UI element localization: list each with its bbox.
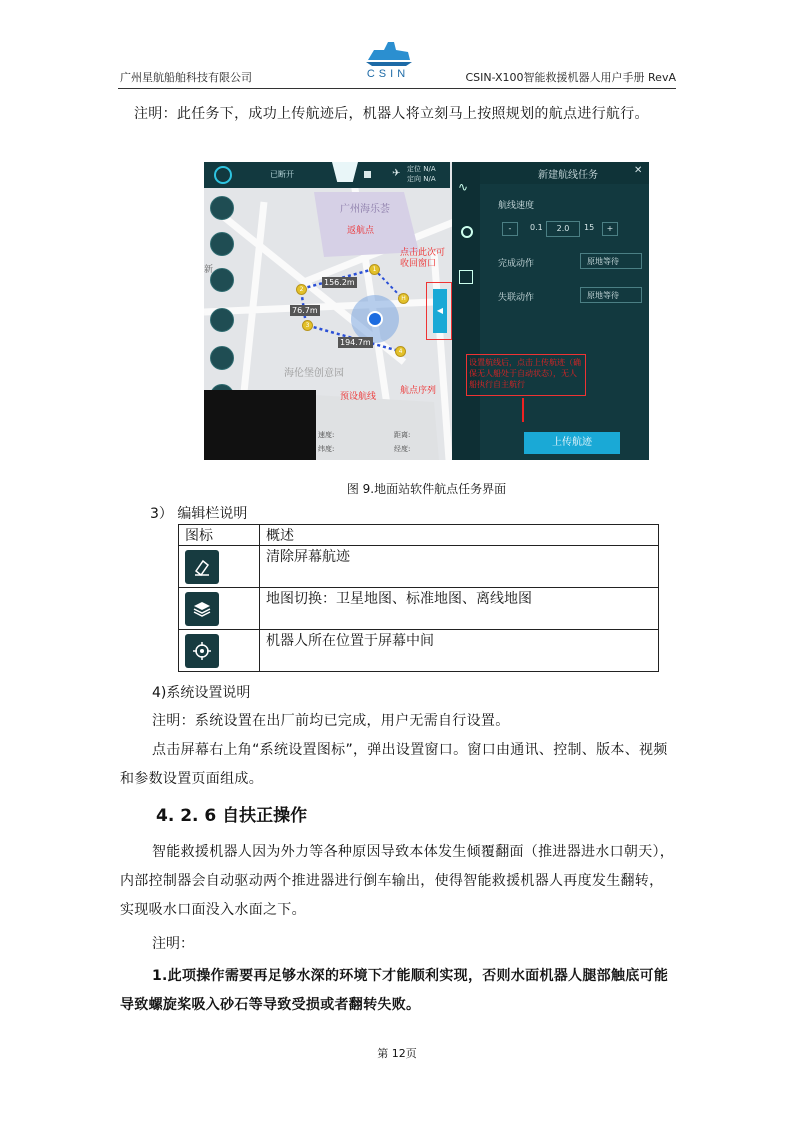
table-icon-cell	[179, 630, 260, 672]
distance-label: 194.7m	[340, 338, 371, 347]
header-doc-title: CSIN-X100智能救援机器人用户手册 RevA	[465, 71, 676, 84]
vehicle-icon[interactable]	[210, 346, 234, 370]
system-section-title: 4)系统设置说明	[152, 685, 251, 701]
waypoint-marker[interactable]: 2	[296, 284, 307, 295]
header-company: 广州星航船舶科技有限公司	[120, 71, 252, 84]
lost-action-label: 失联动作	[498, 293, 535, 303]
speed-input[interactable]: 2.0	[546, 221, 580, 237]
ground-station-screenshot	[204, 162, 649, 460]
table-header-cell: 图标	[179, 525, 260, 546]
table-header-row	[179, 525, 659, 546]
speed-min: 0.1	[530, 223, 543, 232]
map-poi-bottom: 海伦堡创意园	[284, 368, 344, 379]
layers-icon	[185, 592, 219, 626]
new-route-panel	[452, 162, 649, 460]
eraser-icon	[185, 550, 219, 584]
logo-text: CSIN	[366, 68, 410, 80]
locate-status: 定位 N/A	[407, 165, 436, 173]
annotation-waypoint-order: 航点序列	[400, 386, 437, 396]
lat-readout-label: 纬度:	[318, 445, 335, 453]
complete-action-label: 完成动作	[498, 259, 535, 269]
note-label: 注明：	[152, 936, 194, 952]
collapse-highlight	[426, 282, 452, 340]
speed-minus-button[interactable]: -	[502, 222, 518, 236]
table-header-cell: 概述	[260, 525, 659, 546]
intro-note: 注明：此任务下，成功上传航迹后，机器人将立刻马上按照规划的航点进行航行。	[134, 106, 649, 122]
ship-icon[interactable]	[210, 268, 234, 292]
waypoint-marker[interactable]: 3	[302, 320, 313, 331]
lon-readout-label: 经度:	[394, 445, 411, 453]
pin-tab-icon[interactable]	[461, 226, 473, 238]
section-heading: 4. 2. 6 自扶正操作	[156, 806, 308, 826]
collapse-panel-button[interactable]	[433, 289, 447, 333]
panel-title: 新建航线任务	[538, 170, 598, 181]
table-desc-cell: 清除屏幕航迹	[260, 546, 659, 588]
table-row	[179, 630, 659, 672]
panel-close-button[interactable]: ✕	[634, 165, 643, 176]
system-desc: 点击屏幕右上角“系统设置图标”，弹出设置窗口。窗口由通讯、控制、版本、视频和参数设置页面组成。	[120, 742, 668, 787]
annotation-click-collapse: 点击此次可收回窗口	[400, 248, 446, 269]
route-icon[interactable]	[210, 308, 234, 332]
annotation-preset-route: 预设航线	[340, 392, 377, 402]
arrow-line	[522, 398, 524, 422]
annotation-upload-tip: 设置航线后，点击上传航迹（确保无人船处于自动状态），无人船执行自主航行	[469, 358, 581, 389]
footer-page-number: 第 12页	[377, 1047, 417, 1060]
lost-action-select[interactable]: 原地等待	[580, 287, 642, 303]
warning-text: 1.此项操作需要再足够水深的环境下才能顺利实现，否则水面机器人腿部触底可能导致螺旋桨吸入砂石等导致受损或者翻转失败。	[120, 968, 669, 1013]
section-body: 智能救援机器人因为外力等各种原因导致本体发生倾覆翻面（推进器进水口朝天），内部控制器会自动驱动两个推进器进行倒车输出，使得智能救援机器人再度发生翻转，实现吸水口面没入水面之下。	[120, 844, 675, 918]
header-rule	[118, 88, 676, 89]
connection-status: 已断开	[270, 170, 294, 179]
return-point-marker[interactable]: H	[398, 293, 409, 304]
speed-max: 15	[584, 223, 595, 232]
map-side-char: 新	[204, 265, 214, 275]
edit-section-title: 3） 编辑栏说明	[150, 506, 248, 522]
table-desc-cell: 地图切换：卫星地图、标准地图、离线地图	[260, 588, 659, 630]
signal-fan-icon	[332, 162, 358, 182]
distance-label: 156.2m	[324, 278, 355, 287]
table-icon-cell	[179, 588, 260, 630]
system-note: 注明：系统设置在出厂前均已完成，用户无需自行设置。	[152, 713, 510, 729]
distance-readout-label: 距离:	[394, 431, 411, 439]
heading-status: 定向 N/A	[407, 175, 436, 183]
annotation-return-point: 返航点	[347, 226, 375, 236]
speed-title: 航线速度	[498, 201, 535, 211]
table-row	[179, 546, 659, 588]
panel-title-bar	[480, 162, 649, 184]
icon-table	[178, 524, 659, 672]
distance-label: 76.7m	[292, 306, 318, 315]
location-pin-icon[interactable]	[210, 196, 234, 220]
locate-crosshair-icon	[185, 634, 219, 668]
table-icon-cell	[179, 546, 260, 588]
upload-tip-box	[466, 354, 586, 396]
video-preview	[204, 390, 316, 460]
panel-tab-strip	[452, 162, 480, 460]
waypoint-marker[interactable]: 1	[369, 264, 380, 275]
lock-icon[interactable]	[364, 171, 371, 178]
upload-route-button[interactable]: 上传航迹	[524, 432, 620, 454]
speed-plus-button[interactable]: +	[602, 222, 618, 236]
route-tab-icon[interactable]: ∿	[458, 180, 469, 194]
complete-action-select[interactable]: 原地等待	[580, 253, 642, 269]
figure-caption: 图 9.地面站软件航点任务界面	[346, 482, 507, 496]
table-row	[179, 588, 659, 630]
list-tab-icon[interactable]	[459, 270, 473, 284]
map-poi-top: 广州海乐荟	[340, 204, 390, 215]
satellite-icon: ✈	[392, 168, 401, 179]
app-logo-icon	[214, 166, 232, 184]
top-status-bar	[204, 162, 450, 188]
triangle-left-icon: ◀	[436, 306, 444, 315]
company-logo	[360, 38, 416, 82]
speed-readout-label: 速度:	[318, 431, 335, 439]
table-desc-cell: 机器人所在位置于屏幕中间	[260, 630, 659, 672]
waypoint-marker[interactable]: 4	[395, 346, 406, 357]
navigate-icon[interactable]	[210, 232, 234, 256]
